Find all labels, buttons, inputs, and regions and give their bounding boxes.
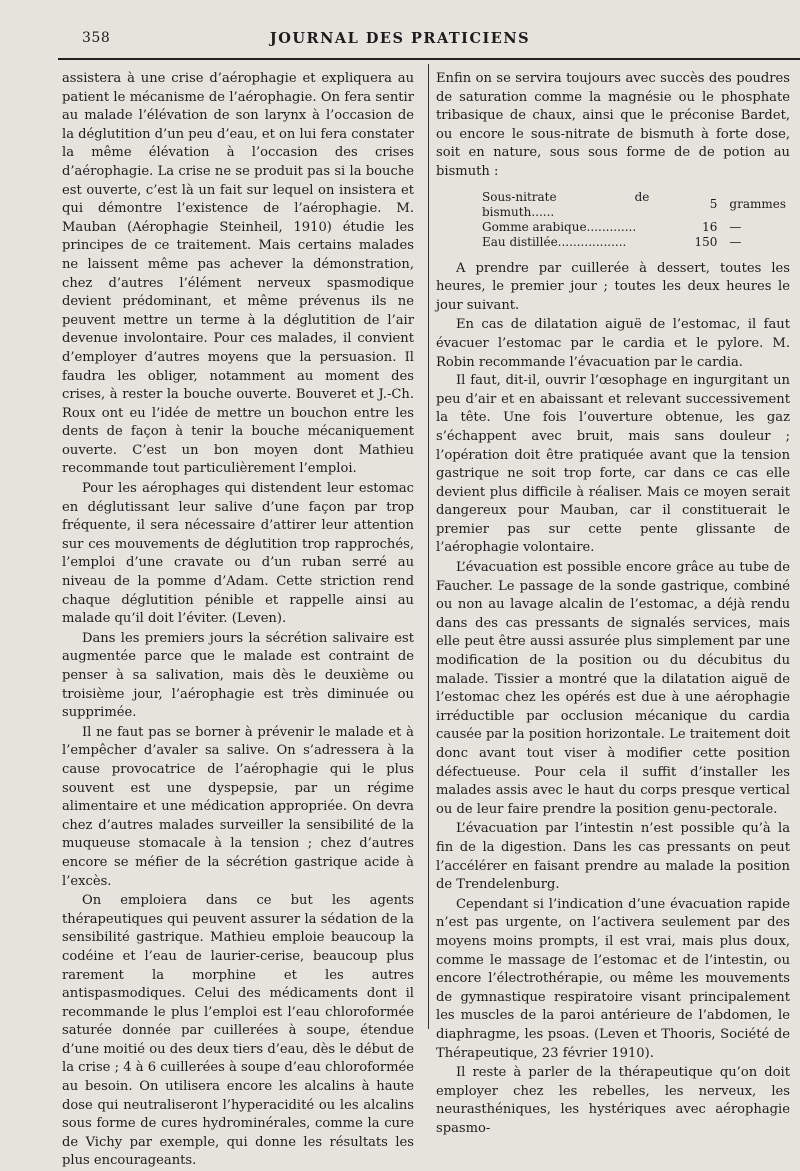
ingredient-name: Gomme arabique............. bbox=[482, 219, 637, 234]
paragraph: Il reste à parler de la thérapeutique qu’on doit employer chez les rebelles, les nerveux, les neurasthéniques, les hystériques avec aérophagie spasmo- bbox=[436, 1065, 790, 1136]
paragraph: En cas de dilatation aiguë de l’estomac, il faut évacuer l’estomac par le cardia et le pylore. M. Robin recommande l’évacuation par le cardia. bbox=[436, 317, 790, 370]
ingredient-name: Sous-nitrate de bismuth...... bbox=[482, 189, 650, 219]
ingredient-amount: 5 bbox=[709, 197, 718, 212]
column-divider bbox=[428, 64, 429, 1029]
page-header bbox=[0, 30, 800, 50]
paragraph: Enfin on se servira toujours avec succès des poudres de saturation comme la magnésie ou le phosphate tribasique de chaux, ainsi que le préconise Bardet, ou encore le sous-nitrate de bismuth à forte dose, soit en nature, sous sous forme de de potion au bismuth : bbox=[436, 71, 790, 179]
right-column bbox=[436, 70, 790, 1138]
prescription-row bbox=[482, 190, 790, 220]
ingredient-unit: grammes bbox=[729, 197, 786, 212]
paragraph: Dans les premiers jours la sécrétion salivaire est augmentée parce que le malade est contraint de penser à sa salivation, mais dès le deuxième ou troisième jour, l’aérophagie est très diminuée ou supprimée. bbox=[62, 630, 414, 721]
journal-title: JOURNAL DES PRATICIENS bbox=[269, 30, 531, 47]
paragraph: Il faut, dit-il, ouvrir l’œsophage en ingurgitant un peu d’air et en abaissant et relevant successivement la tête. Une fois l’ouverture obtenue, les gaz s’échappent avec bruit, mais sans douleur ; l’opération doit être pratiquée avant que la tension gastrique ne soit trop forte, car dans ce cas elle devient plus difficile à réaliser. Mais ce moyen serait dangereux pour Mauban, car il constituerait le premier pas sur cette pente glissante de l’aérophagie volontaire. bbox=[436, 373, 790, 556]
paragraph: assistera à une crise d’aérophagie et expliquera au patient le mécanisme de l’aérophagie. On fera sentir au malade l’élévation de son larynx à l’occasion de la déglutition d’un peu d’eau, et on lui fera constater la même élévation à l’occasion des crises d’aérophagie. La crise ne se produit pas si la bouche est ouverte, c’est là un fait sur lequel on insistera et qui démontre l’existence de l’aérophagie. M. Mauban (Aérophagie Steinheil, 1910) étudie les principes de ce traitement. Mais certains malades ne laissent même pas achever la démonstration, chez d’autres l’élément nerveux spasmodique devient prédominant, et même prévenus ils ne peuvent mettre un terme à la déglutition de l’air devenue involontaire. Pour ces malades, il convient d’employer d’autres moyens que la persuasion. Il faudra les obliger, notamment au moment des crises, à rester la bouche ouverte. Bouveret et J.-Ch. Roux ont eu l’idée de mettre un bouchon entre les dents de façon à tenir la bouche mécaniquement ouverte. C’est un bon moyen dont Mathieu recommande tout particulièrement l’emploi. bbox=[62, 71, 414, 477]
ingredient-unit: — bbox=[729, 219, 742, 234]
paragraph: Pour les aérophages qui distendent leur estomac en déglutissant leur salive d’une façon par trop fréquente, il sera nécessaire d’attirer leur attention sur ces mouvements de déglutition trop rapprochés, l’emploi d’une cravate ou d’un ruban serré au niveau de la pomme d’Adam. Cette striction rend chaque déglutition pénible et rappelle ainsi au malade qu’il doit l’éviter. (Leven). bbox=[62, 481, 414, 627]
left-column bbox=[62, 70, 414, 1171]
ingredient-unit: — bbox=[729, 234, 742, 249]
ingredient-name: Eau distillée.................. bbox=[482, 234, 627, 249]
paragraph: A prendre par cuillerée à dessert, toutes les heures, le premier jour ; toutes les deux heures le jour suivant. bbox=[436, 260, 790, 313]
paragraph: L’évacuation par l’intestin n’est possible qu’à la fin de la digestion. Dans les cas pressants on peut l’accélérer en faisant prendre au malade la position de Trendelenburg. bbox=[436, 821, 790, 893]
paragraph: Il ne faut pas se borner à prévenir le malade et à l’empêcher d’avaler sa salive. On s’adressera à la cause provocatrice de l’aérophagie qui le plus souvent est une dyspepsie, par un régime alimentaire et une médication appropriée. On devra chez d’autres malades surveiller la sensibilité de la muqueuse stomacale à la tension ; chez d’autres encore se méfier de la sécrétion gastrique acide à l’excès. bbox=[62, 724, 414, 889]
ingredient-amount: 150 bbox=[694, 234, 718, 249]
header-rule bbox=[58, 58, 800, 60]
paragraph: L’évacuation est possible encore grâce au tube de Faucher. Le passage de la sonde gastrique, combiné ou non au lavage alcalin de l’estomac, a déjà rendu dans des cas pressants de signalés services, mais elle peut être aussi assurée plus simplement par une modification de la position ou du décubitus du malade. Tissier a montré que la dilatation aiguë de l’estomac chez les opérés est due à une aérophagie irréductible par occlusion mécanique du cardia causée par la position horizontale. Le traitement doit donc avant tout viser à modifier cette position défectueuse. Pour cela il suffit d’installer les malades assis avec le haut du corps presque vertical ou de leur faire prendre la position genu-pectorale. bbox=[436, 560, 790, 817]
ingredient-amount: 16 bbox=[702, 219, 718, 234]
page-number: 358 bbox=[82, 30, 111, 46]
prescription-row bbox=[482, 220, 790, 235]
prescription-table bbox=[482, 190, 790, 250]
prescription-row bbox=[482, 235, 790, 250]
paragraph: On emploiera dans ce but les agents thérapeutiques qui peuvent assurer la sédation de la sensibilité gastrique. Mathieu emploie beaucoup la codéine et l’eau de laurier-cerise, beaucoup plus rarement la morphine et les autres antispasmodiques. Celui des médicaments dont il recommande le plus l’emploi est l’eau chloroformée saturée donnée par cuillerées à soupe, étendue d’une moitié ou des deux tiers d’eau, dès le début de la crise ; 4 à 6 cuillerées à soupe d’eau chloroformée au besoin. On utilisera encore les alcalins à haute dose qui neutraliseront l’hyperacidité ou les alcalins sous forme de cures hydrominérales, comme la cure de Vichy par exemple, qui donne les résultats les plus encourageants. bbox=[62, 893, 414, 1169]
paragraph: Cependant si l’indication d’une évacuation rapide n’est pas urgente, on l’activera seulement par des moyens moins prompts, il est vrai, mais plus doux, comme le massage de l’estomac et de l’intestin, ou encore l’électrothérapie, ou même les mouvements de gymnastique respiratoire visant principalement les muscles de la paroi antérieure de l’abdomen, le diaphragme, les psoas. (Leven et Thooris, Société de Thérapeutique, 23 février 1910). bbox=[436, 896, 790, 1061]
